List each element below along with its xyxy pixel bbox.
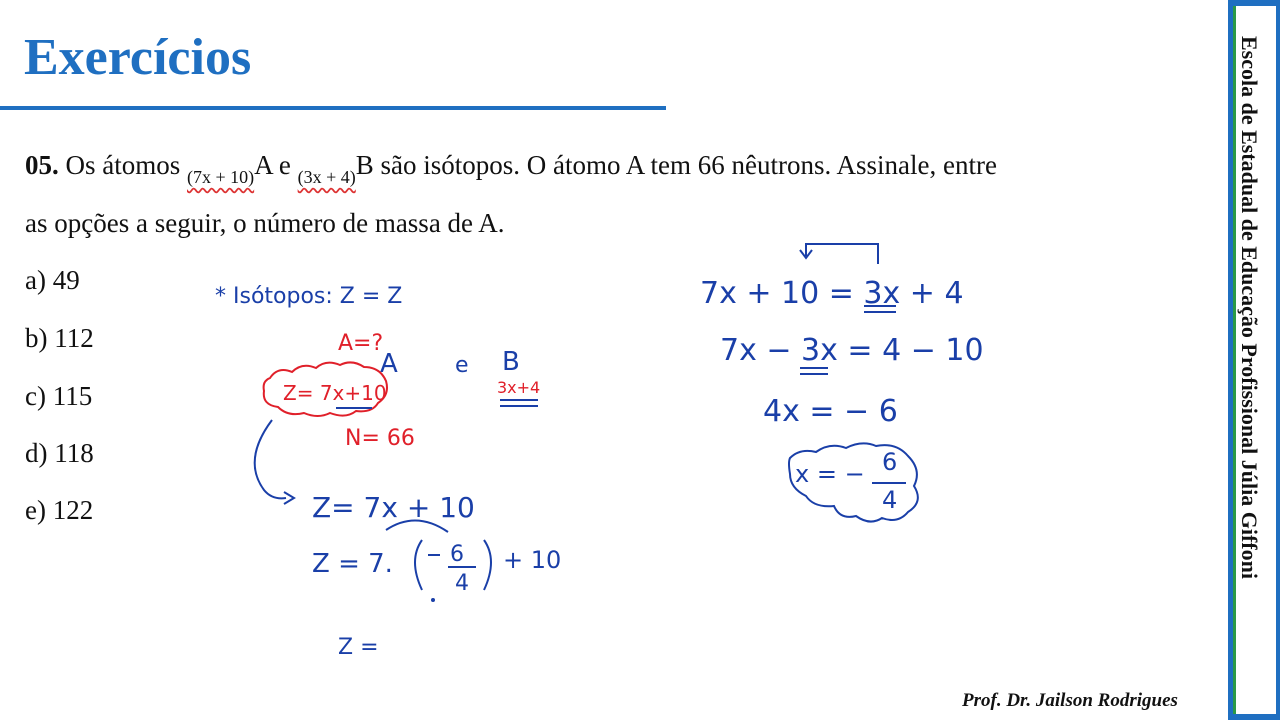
- question-line-2: as opções a seguir, o número de massa de A.: [25, 208, 505, 238]
- hw-z-line1: Z= 7x + 10: [312, 491, 475, 524]
- hw-frac-num: 6: [450, 542, 464, 567]
- hw-frac-den: 4: [455, 571, 469, 596]
- school-name: Escola de Estadual de Educação Profissional Júlia Giffoni: [1237, 36, 1262, 579]
- option-a: a) 49: [25, 265, 80, 295]
- question-text-start: Os átomos: [58, 150, 187, 180]
- author-credit: Prof. Dr. Jailson Rodrigues: [962, 690, 1178, 711]
- hw-paren-left: [415, 540, 422, 590]
- hw-arrow-curve: [255, 420, 286, 498]
- hw-eq1: 7x + 10 = 3x + 4: [700, 276, 964, 311]
- atom-a-letter: A e: [254, 150, 298, 180]
- atom-b-subscript: (3x + 4): [297, 167, 356, 187]
- option-d: d) 118: [25, 438, 94, 468]
- hw-result: x = −: [795, 460, 865, 488]
- hw-z-line2-end: + 10: [503, 546, 562, 574]
- hw-z-line2-start: Z = 7.: [312, 549, 393, 579]
- page-title: Exercícios: [24, 29, 252, 86]
- hw-result-den: 4: [882, 486, 898, 514]
- hw-dot: [431, 598, 435, 602]
- hw-result-num: 6: [882, 448, 898, 476]
- hw-eq2: 7x − 3x = 4 − 10: [720, 333, 984, 368]
- option-e: e) 122: [25, 495, 94, 525]
- question-number: 05.: [25, 150, 59, 180]
- option-b: b) 112: [25, 323, 94, 353]
- hw-label-a: A: [380, 349, 398, 379]
- hw-a-question: A=?: [338, 331, 384, 356]
- hw-swap-arrow: [806, 244, 878, 264]
- hw-isotopos: * Isótopos: Z = Z: [215, 284, 403, 309]
- atom-a-subscript: (7x + 10): [187, 167, 255, 187]
- hw-eq3: 4x = − 6: [763, 394, 898, 429]
- hw-label-e: e: [455, 353, 469, 378]
- hw-z-a: Z= 7x+10: [283, 381, 387, 405]
- question-text-rest: B são isótopos. O átomo A tem 66 nêutrons. Assinale, entre: [355, 150, 997, 180]
- hw-z-line3: Z =: [338, 635, 379, 660]
- option-c: c) 115: [25, 381, 93, 411]
- hw-b-value: 3x+4: [497, 378, 541, 397]
- hw-label-b: B: [502, 347, 520, 377]
- hw-paren-right: [484, 540, 491, 590]
- hw-n-a: N= 66: [345, 426, 415, 451]
